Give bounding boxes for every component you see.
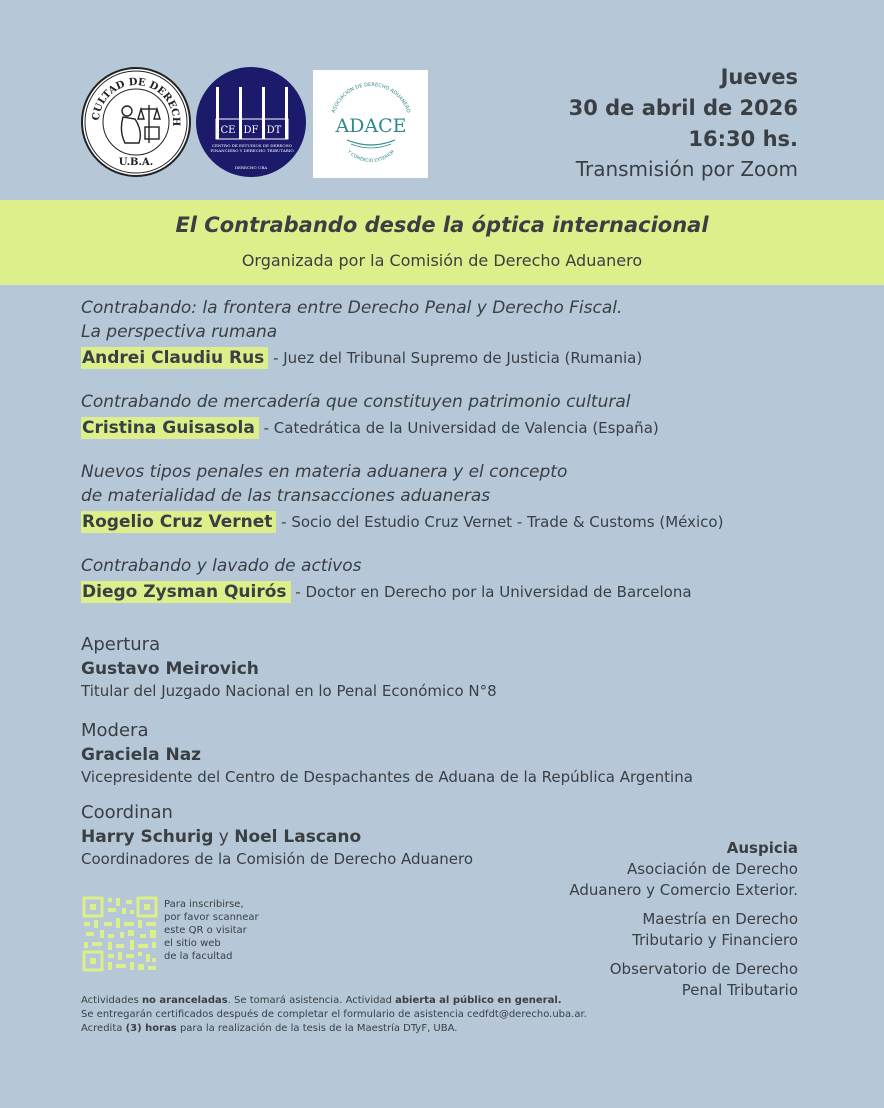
event-time: 16:30 hs.	[688, 127, 798, 151]
speaker-line	[81, 580, 861, 604]
coordinan-section	[81, 801, 541, 869]
speaker-name: Cristina Guisasola	[81, 417, 259, 439]
fine-print-line-1	[81, 994, 587, 1008]
speaker-line	[81, 510, 861, 534]
modera-desc: Vicepresidente del Centro de Despachantes de Aduana de la República Argentina	[81, 768, 693, 786]
modera-section	[81, 719, 841, 787]
sponsor-item	[569, 859, 798, 901]
cedfdt-logo	[196, 67, 306, 177]
apertura-heading: Apertura	[81, 634, 161, 655]
qr-instruction-line: este QR o visitar	[164, 925, 247, 936]
adace-name: ADACE	[335, 115, 407, 137]
talk-item	[81, 554, 861, 604]
sponsor-line: Tributario y Financiero	[632, 931, 798, 949]
auspicia-section	[569, 838, 798, 1001]
facultad-arc-text: CULTAD DE DERECH	[90, 76, 182, 127]
adace-arc-bottom: Y COMERCIO EXTERIOR	[346, 149, 396, 165]
modera-heading: Modera	[81, 720, 149, 741]
fine-text: para la realización de la tesis de la Maestría DTyF, UBA.	[176, 1023, 458, 1034]
cedfdt-box-1: CE	[220, 125, 236, 136]
adace-logo	[313, 70, 428, 178]
facultad-derecho-logo	[81, 67, 191, 177]
event-title: El Contrabando desde la óptica internacional	[175, 213, 709, 237]
apertura-name: Gustavo Meirovich	[81, 659, 259, 679]
qr-instruction-line: Para inscribirse,	[164, 899, 244, 910]
fine-text: Actividades	[81, 995, 142, 1006]
sponsor-line: Maestría en Derecho	[642, 910, 798, 928]
cedfdt-sub: DERECHO UBA	[234, 165, 268, 170]
talk-title: Contrabando de mercadería que constituyen patrimonio cultural	[81, 392, 631, 412]
talk-title: Nuevos tipos penales en materia aduanera y el concepto	[81, 462, 568, 482]
speaker-role: - Juez del Tribunal Supremo de Justicia (Rumania)	[268, 349, 643, 367]
talk-title: Contrabando y lavado de activos	[81, 556, 362, 576]
fine-print-line-3	[81, 1022, 587, 1036]
facultad-seal-graphic	[83, 69, 189, 175]
event-day: Jueves	[720, 65, 798, 89]
fine-bold: (3) horas	[125, 1023, 177, 1034]
speaker-role: - Socio del Estudio Cruz Vernet - Trade & Customs (México)	[276, 513, 724, 531]
speaker-name: Rogelio Cruz Vernet	[81, 511, 276, 533]
auspicia-heading: Auspicia	[726, 839, 798, 857]
coordinator-joiner: y	[213, 827, 235, 847]
fine-print	[81, 994, 587, 1036]
svg-text:Y COMERCIO EXTERIOR	[345, 148, 395, 164]
speaker-line	[81, 346, 861, 370]
adace-graphic	[313, 70, 428, 178]
speaker-name: Andrei Claudiu Rus	[81, 347, 268, 369]
sponsor-item	[569, 909, 798, 951]
modera-name: Graciela Naz	[81, 745, 202, 765]
fine-bold: abierta al público en general.	[395, 995, 562, 1006]
coordinan-desc: Coordinadores de la Comisión de Derecho Aduanero	[81, 850, 474, 868]
coordinator-1: Harry Schurig	[81, 827, 214, 847]
fine-text: . Se tomará asistencia. Actividad	[227, 995, 396, 1006]
event-date: 30 de abril de 2026	[568, 96, 798, 120]
talk-item	[81, 460, 861, 534]
facultad-uba-text: U.B.A.	[118, 157, 154, 168]
registration-qr-code[interactable]	[82, 896, 158, 972]
fine-bold: no aranceladas	[141, 995, 228, 1006]
qr-instruction-line: el sitio web	[164, 938, 221, 949]
svg-text:ASOCIACIÓN DE DERECHO ADUANERO	[331, 82, 411, 114]
sponsor-item	[569, 959, 798, 1001]
sponsor-line: Aduanero y Comercio Exterior.	[569, 881, 798, 899]
coordinan-heading: Coordinan	[81, 802, 173, 823]
qr-instructions	[164, 898, 259, 963]
svg-text:FACULTAD DE DERECHO	[83, 69, 181, 126]
talks-list	[81, 296, 861, 624]
coordinan-names	[81, 825, 541, 849]
talk-item	[81, 390, 861, 440]
sponsor-line: Penal Tributario	[681, 981, 798, 999]
fine-print-line-2: Se entregarán certificados después de completar el formulario de asistencia cedfdt@derecho.uba.ar.	[81, 1009, 587, 1020]
event-medium: Transmisión por Zoom	[575, 157, 798, 181]
coordinator-2: Noel Lascano	[234, 827, 362, 847]
speaker-role: - Doctor en Derecho por la Universidad de Barcelona	[290, 583, 692, 601]
cedfdt-graphic	[196, 67, 306, 177]
talk-title: Contrabando: la frontera entre Derecho Penal y Derecho Fiscal.	[81, 298, 623, 318]
talk-title-line-2: de materialidad de las transacciones aduaneras	[81, 486, 491, 506]
qr-code-icon	[82, 896, 158, 972]
speaker-name: Diego Zysman Quirós	[81, 581, 291, 603]
talk-title-line-2: La perspectiva rumana	[81, 322, 278, 342]
fine-text: Acredita	[81, 1023, 126, 1034]
sponsor-line: Observatorio de Derecho	[609, 960, 798, 978]
qr-instruction-line: por favor scannear	[164, 912, 259, 923]
sponsor-line: Asociación de Derecho	[626, 860, 798, 878]
title-band	[0, 200, 884, 285]
cedfdt-box-3: DT	[266, 125, 282, 136]
apertura-section	[81, 633, 841, 701]
speaker-role: - Catedrática de la Universidad de Valencia (España)	[258, 419, 659, 437]
talk-item	[81, 296, 861, 370]
adace-arc-top: ASOCIACIÓN DE DERECHO ADUANERO	[330, 81, 412, 114]
cedfdt-caption: CENTRO DE ESTUDIOS DE DERECHO FINANCIERO Y DERECHO TRIBUTARIO	[210, 143, 294, 153]
apertura-desc: Titular del Juzgado Nacional en lo Penal Económico N°8	[81, 682, 497, 700]
event-info	[569, 62, 798, 181]
cedfdt-box-2: DF	[243, 125, 259, 136]
qr-instruction-line: de la facultad	[164, 951, 233, 962]
event-organizer: Organizada por la Comisión de Derecho Aduanero	[241, 251, 643, 270]
speaker-line	[81, 416, 861, 440]
